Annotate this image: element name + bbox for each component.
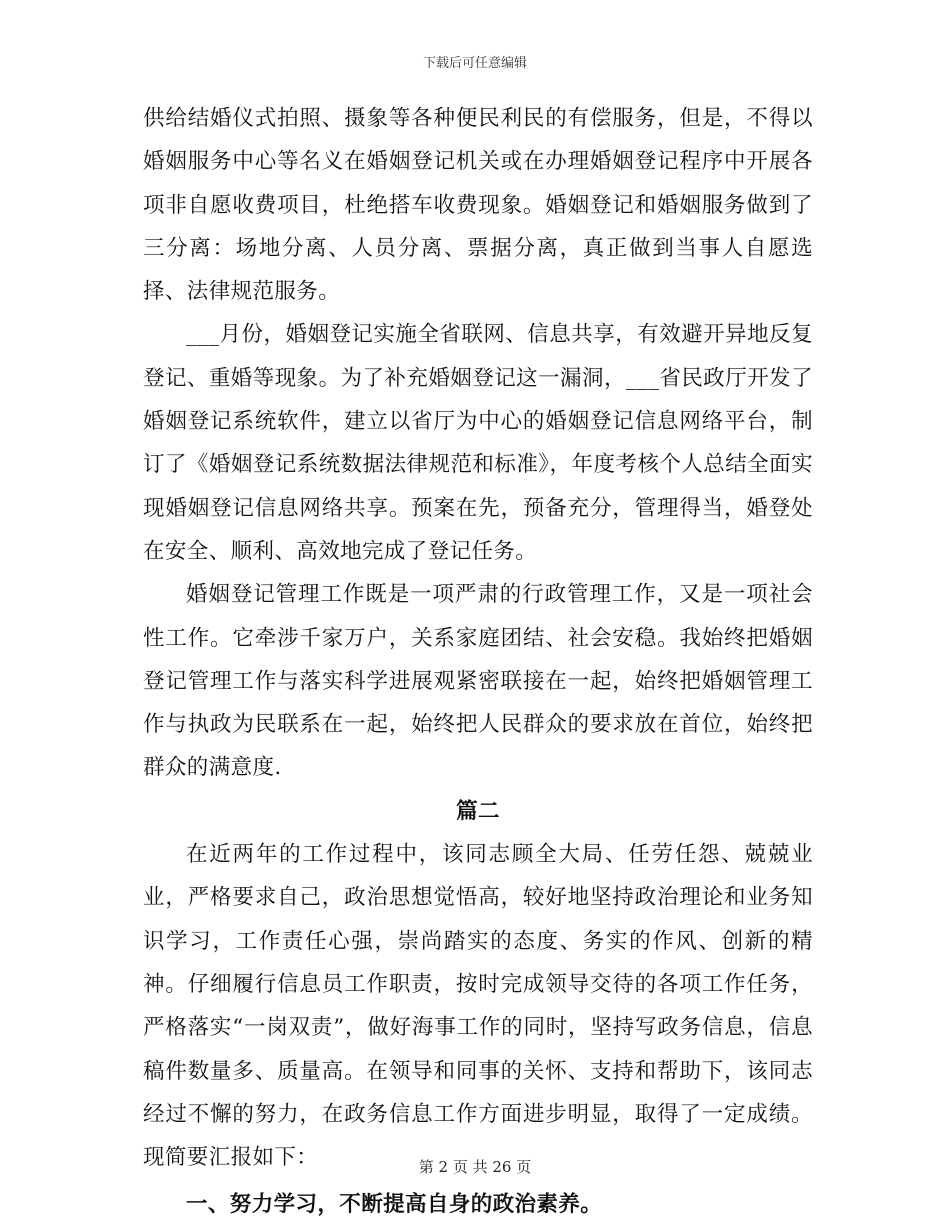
paragraph-2: ___月份，婚姻登记实施全省联网、信息共享，有效避开异地反复登记、重婚等现象。为了补充婚姻登记这一漏洞，___省民政厅开发了婚姻登记系统软件，建立以省厅为中心的婚姻登记信息网络平台，制订了《婚姻登记系统数据法律规范和标准》，年度考核个人总结全面实现婚姻登记信息网络共享。预案在先，预备充分，管理得当，婚登处在安全、顺利、高效地完成了登记任务。 (143, 322, 813, 564)
document-body (143, 97, 813, 1227)
paragraph-4: 在近两年的工作过程中，该同志顾全大局、任劳任怨、兢兢业业，严格要求自己，政治思想觉悟高，较好地坚持政治理论和业务知识学习，工作责任心强，崇尚踏实的态度、务实的作风、创新的精神。仔细履行信息员工作职责，按时完成领导交待的各项工作任务，严格落实“一岗双责”，做好海事工作的同时，坚持写政务信息，信息稿件数量多、质量高。在领导和同事的关怀、支持和帮助下，该同志经过不懈的努力，在政务信息工作方面进步明显，取得了一定成绩。现简要汇报如下： (143, 842, 813, 1171)
section-title: 篇二 (456, 798, 500, 824)
paragraph-3: 婚姻登记管理工作既是一项严肃的行政管理工作，又是一项社会性工作。它牵涉千家万户，关系家庭团结、社会安稳。我始终把婚姻登记管理工作与落实科学进展观紧密联接在一起，始终把婚姻管理工作与执政为民联系在一起，始终把人民群众的要求放在首位，始终把群众的满意度. (143, 582, 813, 781)
subheading: 一、努力学习，不断提高自身的政治素养。 (186, 1192, 603, 1218)
page-header-note: 下载后可任意编辑 (422, 56, 527, 71)
page-number: 第 2 页 共 26 页 (418, 1158, 532, 1176)
paragraph-1: 供给结婚仪式拍照、摄象等各种便民利民的有偿服务，但是，不得以婚姻服务中心等名义在婚姻登记机关或在办理婚姻登记程序中开展各项非自愿收费项目，杜绝搭车收费现象。婚姻登记和婚姻服务做到了三分离：场地分离、人员分离、票据分离，真正做到当事人自愿选择、法律规范服务。 (143, 106, 813, 305)
